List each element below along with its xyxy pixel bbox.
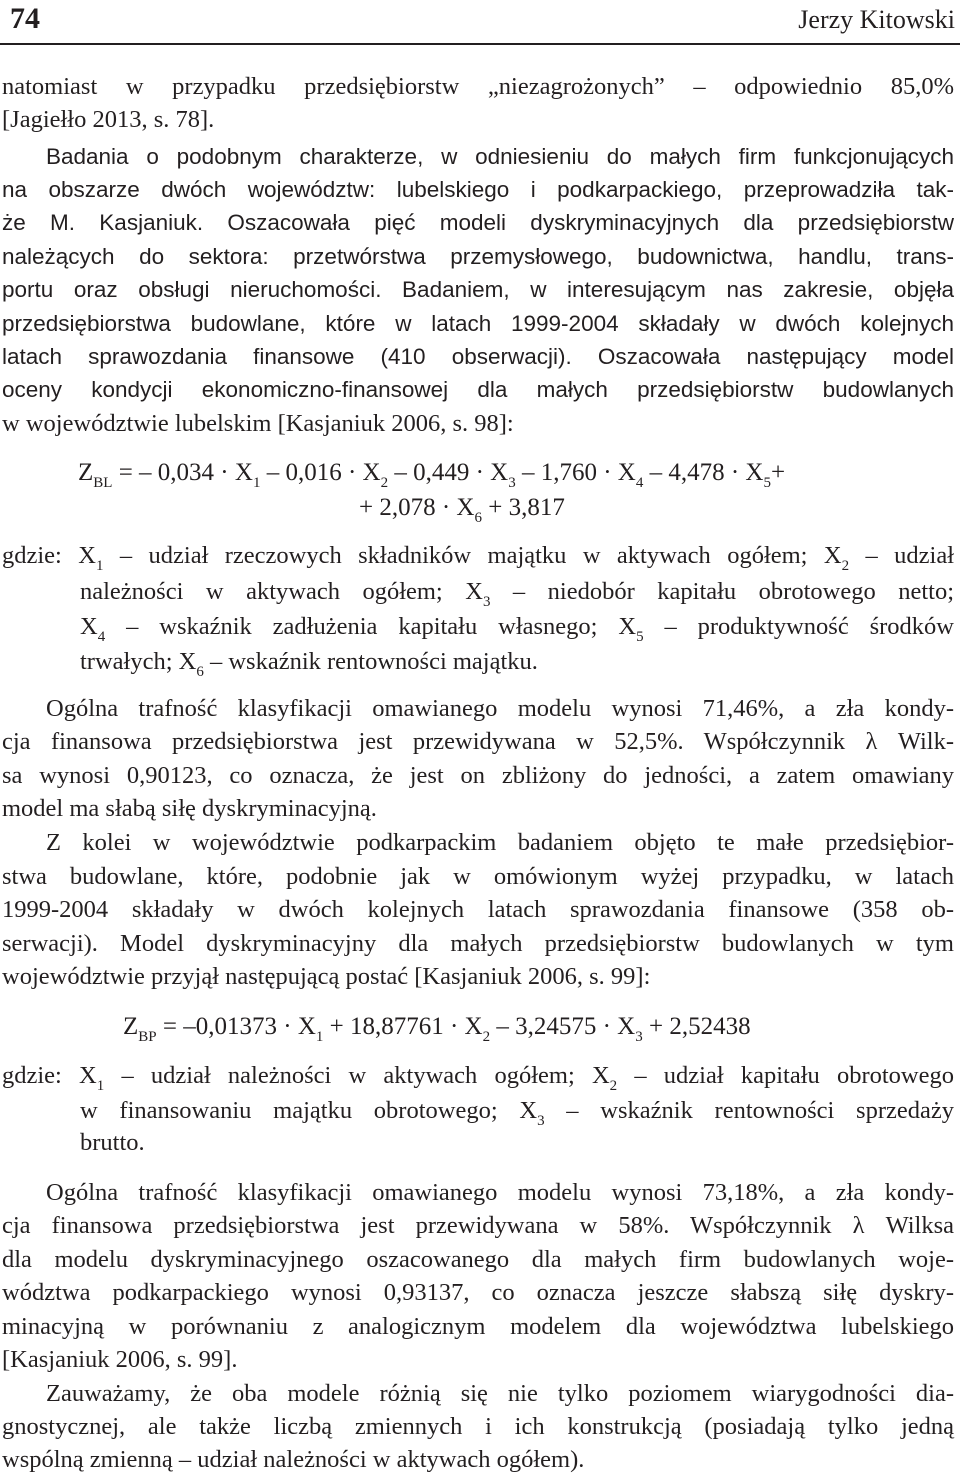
text-line: cja finansowa przedsiębiorstwa jest przewidywana w 58%. Współczynnik λ Wilksa: [2, 1212, 954, 1239]
text-line: Ogólna trafność klasyfikacji omawianego modelu wynosi 71,46%, a zła kondy-: [46, 695, 954, 722]
text-line: Z kolei w województwie podkarpackim badaniem objęto te małe przedsiębior-: [46, 829, 954, 856]
text-line: należących do sektora: przetwórstwa przemysłowego, budownictwa, handlu, trans-: [2, 244, 954, 269]
text-line: województwie przyjął następującą postać [Kasjaniuk 2006, s. 99]:: [2, 963, 651, 990]
text-line: Ogólna trafność klasyfikacji omawianego modelu wynosi 73,18%, a zła kondy-: [46, 1179, 954, 1206]
text-line: latach sprawozdania finansowe (410 obserwacji). Oszacowała następujący model: [2, 344, 954, 369]
text-line: oceny kondycji ekonomiczno-finansowej dla małych przedsiębiorstw budowlanych: [2, 377, 954, 402]
text-line: sa wynosi 0,90123, co oznacza, że jest on zbliżony do jedności, a zatem omawiany: [2, 762, 954, 789]
text-line: brutto.: [80, 1129, 145, 1156]
text-line: gdzie: $X_1$ – udział należności w aktywach ogółem; $X_2$ – udział kapitału obrotowego: [2, 1062, 954, 1094]
text-line: serwacji). Model dyskryminacyjny dla małych przedsiębiorstw budowlanych w tym: [2, 930, 954, 957]
text-line: [Kasjaniuk 2006, s. 99].: [2, 1346, 238, 1373]
text-line: Badania o podobnym charakterze, w odniesieniu do małych firm funkcjonujących: [46, 144, 954, 169]
text-line: wództwa podkarpackiego wynosi 0,93137, co oznacza jeszcze słabszą siłę dyskry-: [2, 1279, 954, 1306]
text-line: w województwie lubelskim [Kasjaniuk 2006, s. 98]:: [2, 410, 514, 437]
text-line: portu oraz obsługi nieruchomości. Badaniem, w interesującym nas zakresie, objęła: [2, 277, 954, 302]
text-line: 1999-2004 składały w dwóch kolejnych latach sprawozdania finansowe (358 ob-: [2, 896, 954, 923]
text-line: należności w aktywach ogółem; $X_3$ – niedobór kapitału obrotowego netto;: [80, 578, 954, 610]
text-line: model ma słabą siłę dyskryminacyjną.: [2, 795, 377, 822]
text-line: w finansowaniu majątku obrotowego; $X_3$ – wskaźnik rentowności sprzedaży: [80, 1097, 954, 1129]
text-line: na obszarze dwóch województw: lubelskiego i podkarpackiego, przeprowadziła tak-: [2, 177, 954, 202]
text-line: stwa budowlane, które, podobnie jak w omówionym wyżej przypadku, w latach: [2, 863, 954, 890]
formula-line: + $2,078 \cdot X_6 + 3,817$: [359, 494, 565, 526]
text-line: gnostycznej, ale także liczbą zmiennych i ich konstrukcją (posiadają tylko jedną: [2, 1413, 954, 1440]
text-line: gdzie: $X_1$ – udział rzeczowych składników majątku w aktywach ogółem; $X_2$ – udział: [2, 542, 955, 574]
running-header: [0, 0, 960, 44]
header-rule: [0, 43, 960, 45]
text-line: Zauważamy, że oba modele różnią się nie tylko poziomem wiarygodności dia-: [46, 1380, 954, 1407]
text-line: minacyjną w porównaniu z analogicznym modelem dla województwa lubelskiego: [2, 1313, 954, 1340]
text-line: $X_4$ – wskaźnik zadłużenia kapitału własnego; $X_5$ – produktywność środków: [80, 613, 954, 645]
text-line: natomiast w przypadku przedsiębiorstw „niezagrożonych” – odpowiednio 85,0%: [2, 73, 954, 100]
formula-line: $Z_{BL}$ = – $0,034 \cdot X_1 - 0,016 \cdot X_2 - 0,449 \cdot X_3 - 1,760 \cdot X_4 - 4,478 \cdot X_5+$: [78, 459, 786, 491]
formula-line: $Z_{BP} = -0,01373 \cdot X_1 + 18,87761 \cdot X_2 - 3,24575 \cdot X_3 + 2,52438$: [123, 1013, 751, 1045]
text-line: dla modelu dyskryminacyjnego oszacowanego dla małych firm budowlanych woje-: [2, 1246, 954, 1273]
page-number: 74: [10, 2, 40, 35]
text-line: [Jagiełło 2013, s. 78].: [2, 106, 215, 133]
text-line: wspólną zmienną – udział należności w aktywach ogółem).: [2, 1446, 585, 1473]
running-author: Jerzy Kitowski: [798, 5, 955, 34]
text-line: trwałych; $X_6$ – wskaźnik rentowności majątku.: [80, 648, 538, 680]
text-line: że M. Kasjaniuk. Oszacowała pięć modeli dyskryminacyjnych dla przedsiębiorstw: [2, 210, 954, 235]
text-line: cja finansowa przedsiębiorstwa jest przewidywana w 52,5%. Współczynnik λ Wilk-: [2, 728, 954, 755]
text-line: przedsiębiorstwa budowlane, które w latach 1999-2004 składały w dwóch kolejnych: [2, 311, 954, 336]
